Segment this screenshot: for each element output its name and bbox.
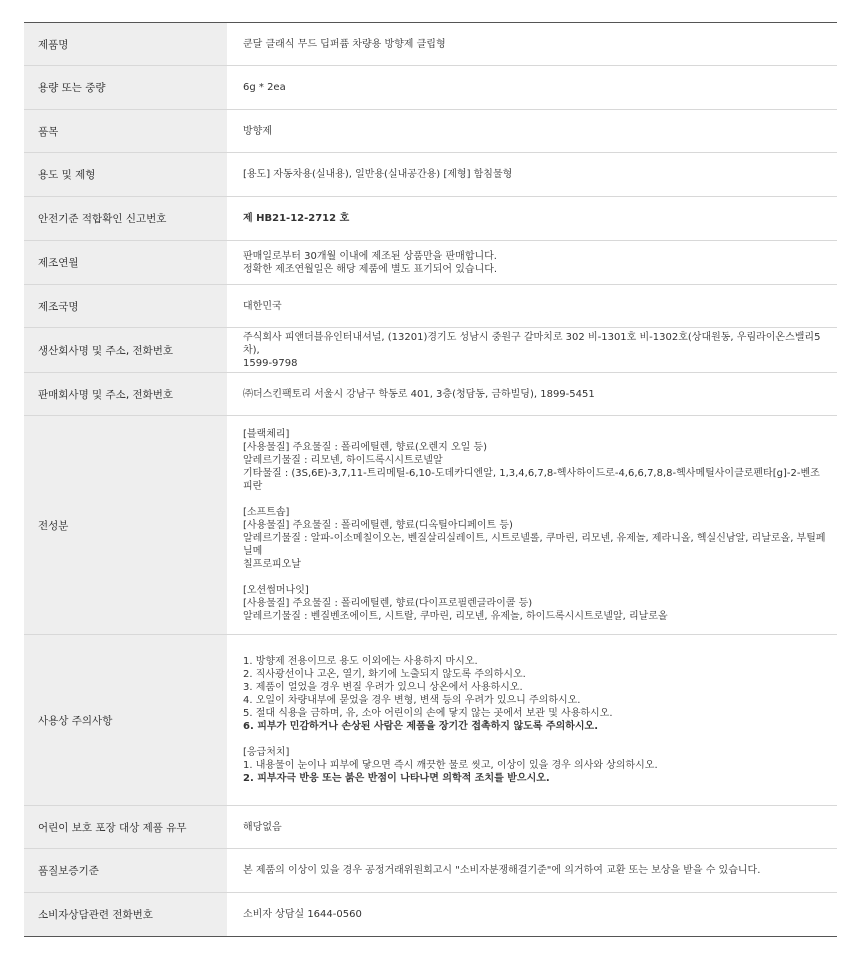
value-line: [오션썸머나잇] — [243, 584, 309, 596]
table-row — [24, 328, 837, 373]
value-line: 제 HB21-12-2712 호 — [243, 213, 350, 224]
value-line: [용도] 자동차용(실내용), 일반용(실내공간용) [제형] 함침물형 — [243, 169, 513, 180]
table-row — [24, 23, 837, 66]
table-row — [24, 373, 837, 416]
row-label: 어린이 보호 포장 대상 제품 유무 — [24, 806, 227, 849]
table-row — [24, 806, 837, 849]
row-label: 제품명 — [24, 23, 227, 66]
value-line: 6g * 2ea — [243, 82, 286, 93]
value-line: [블랙체리] — [243, 428, 290, 440]
product-info-table-wrapper — [24, 22, 837, 937]
row-value — [227, 110, 837, 153]
row-label: 제조연월 — [24, 241, 227, 285]
row-value — [227, 285, 837, 328]
row-value — [227, 328, 837, 373]
value-line: 1. 내용물이 눈이나 피부에 닿으면 즉시 깨끗한 물로 씻고, 이상이 있을 경우 의사와 상의하시오. — [243, 760, 658, 771]
row-value — [227, 635, 837, 806]
value-line: ㈜더스킨팩토리 서울시 강남구 학동로 401, 3층(청담동, 금하빌딩), 1899-5451 — [243, 388, 595, 400]
value-line: 알레르기물질 : 알파-이소메칠이오논, 벤질살리실레이트, 시트로넬롤, 쿠마린, 리모넨, 유제놀, 제라니올, 헥실신남알, 리날로올, 부틸페닐메 — [243, 532, 826, 557]
table-row — [24, 241, 837, 285]
value-line: 정확한 제조연월일은 해당 제품에 별도 표기되어 있습니다. — [243, 263, 498, 275]
value-line: [사용물질] 주요물질 : 폴리에틸렌, 향료(디옥틸아디페이트 등) — [243, 519, 513, 531]
row-value — [227, 241, 837, 285]
value-line: 기타물질 : (3S,6E)-3,7,11-트리메틸-6,10-도데카디엔알, 1,3,4,6,7,8-헥사하이드로-4,6,6,7,8,8-헥사메틸사이클로펜타[g]-2-벤조피란 — [243, 467, 820, 492]
value-line: 2. 직사광선이나 고온, 열기, 화기에 노출되지 않도록 주의하시오. — [243, 669, 526, 680]
row-value — [227, 66, 837, 110]
row-label: 소비자상담관련 전화번호 — [24, 893, 227, 937]
table-row — [24, 893, 837, 937]
table-row — [24, 416, 837, 635]
value-line: 본 제품의 이상이 있을 경우 공정거래위원회고시 "소비자분쟁해결기준"에 의거하여 교환 또는 보상을 받을 수 있습니다. — [243, 865, 761, 876]
value-line: 5. 절대 식용을 금하며, 유, 소아 어린이의 손에 닿지 않는 곳에서 보관 및 사용하시오. — [243, 708, 613, 719]
table-row — [24, 197, 837, 241]
value-line: 2. 피부자극 반응 또는 붉은 반점이 나타나면 의학적 조치를 받으시오. — [243, 773, 550, 784]
product-info-table-body — [24, 23, 837, 937]
row-value — [227, 197, 837, 241]
value-line: 방향제 — [243, 125, 272, 137]
row-label: 품질보증기준 — [24, 849, 227, 893]
value-line: [사용물질] 주요물질 : 폴리에틸렌, 향료(다이프로필렌글라이콜 등) — [243, 597, 533, 609]
row-value — [227, 416, 837, 635]
value-line: 해당없음 — [243, 821, 282, 833]
row-value — [227, 806, 837, 849]
value-line: 판매일로부터 30개월 이내에 제조된 상품만을 판매합니다. — [243, 250, 497, 262]
row-value — [227, 23, 837, 66]
table-row — [24, 635, 837, 806]
value-line: 4. 오일이 차량내부에 묻었을 경우 변형, 변색 등의 우려가 있으니 주의하시오. — [243, 695, 581, 706]
blank-line — [243, 733, 827, 746]
row-label: 판매회사명 및 주소, 전화번호 — [24, 373, 227, 416]
table-row — [24, 285, 837, 328]
value-line: 소비자 상담실 1644-0560 — [243, 909, 362, 920]
value-line: 3. 제품이 얼었을 경우 변질 우려가 있으니 상온에서 사용하시오. — [243, 682, 523, 693]
row-label: 전성분 — [24, 416, 227, 635]
row-value — [227, 153, 837, 197]
row-label: 사용상 주의사항 — [24, 635, 227, 806]
value-line: 칠프로피오날 — [243, 558, 301, 570]
value-line: 1. 방향제 전용이므로 용도 이외에는 사용하지 마시오. — [243, 656, 478, 667]
table-row — [24, 849, 837, 893]
value-line: 6. 피부가 민감하거나 손상된 사람은 제품을 장기간 접촉하지 않도록 주의하시오. — [243, 721, 599, 732]
table-row — [24, 66, 837, 110]
row-value — [227, 893, 837, 937]
row-label: 안전기준 적합확인 신고번호 — [24, 197, 227, 241]
blank-line — [243, 571, 827, 584]
row-label: 제조국명 — [24, 285, 227, 328]
row-label: 용도 및 제형 — [24, 153, 227, 197]
row-label: 품목 — [24, 110, 227, 153]
value-line: [소프트솝] — [243, 506, 290, 518]
value-line: 대한민국 — [243, 300, 282, 312]
table-row — [24, 153, 837, 197]
row-label: 생산회사명 및 주소, 전화번호 — [24, 328, 227, 373]
value-line: 주식회사 피앤더블유인터내셔널, (13201)경기도 성남시 중원구 갈마치로 302 비-1301호 비-1302호(상대원동, 우림라이온스밸리5차), — [243, 331, 821, 356]
value-line: 쿤달 클래식 무드 딥퍼퓸 차량용 방향제 클립형 — [243, 38, 446, 50]
row-label: 용량 또는 중량 — [24, 66, 227, 110]
product-info-table — [24, 22, 837, 937]
value-line: [응급처치] — [243, 747, 290, 758]
value-line: 1599-9798 — [243, 357, 298, 369]
value-line: 알레르기물질 : 벤질벤조에이트, 시트랄, 쿠마린, 리모넨, 유제놀, 하이드록시시트로넬알, 리날로올 — [243, 610, 668, 622]
table-row — [24, 110, 837, 153]
row-value — [227, 849, 837, 893]
value-line: [사용물질] 주요물질 : 폴리에틸렌, 향료(오렌지 오일 등) — [243, 441, 488, 453]
value-line: 알레르기물질 : 리모넨, 하이드록시시트로넬알 — [243, 454, 443, 466]
row-value — [227, 373, 837, 416]
blank-line — [243, 493, 827, 506]
